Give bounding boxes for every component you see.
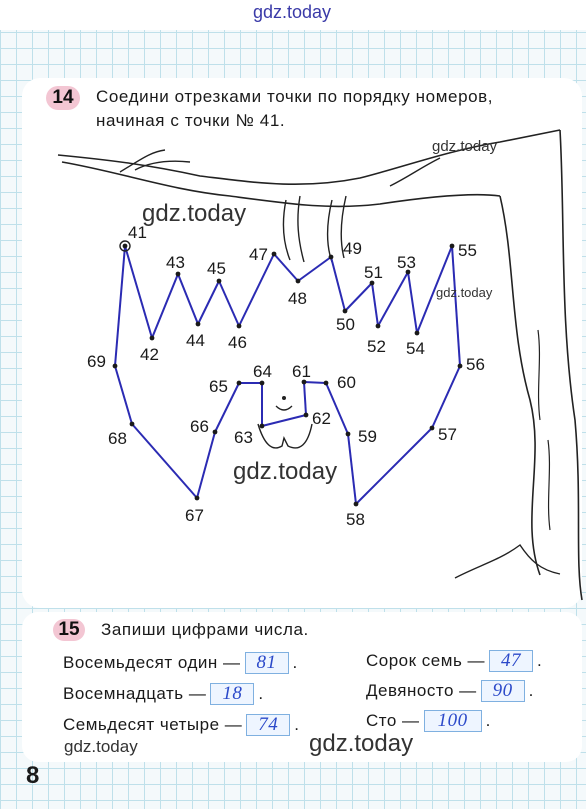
watermark-6: gdz.today [309,730,414,757]
item-text: Девяносто — [366,681,477,700]
dot-number-label: 62 [312,409,331,428]
answer-row-5 [366,680,534,702]
dot-number-label: 68 [108,429,127,448]
answer-row-6 [366,710,491,732]
connect-line [408,272,417,333]
connect-line [348,434,356,504]
bat-eye [282,396,286,400]
dot-number-label: 44 [186,331,205,350]
connect-line [152,274,178,338]
connect-line [452,246,460,366]
watermark-top: gdz.today [253,2,332,22]
trunk-left-edge [500,196,540,575]
dot [343,309,348,314]
answer-row-2 [63,683,264,705]
dot [213,430,218,435]
connect-line [432,366,460,428]
connect-line [274,254,298,281]
dot-number-label: 58 [346,510,365,529]
page-number: 8 [26,762,40,789]
connect-line [262,415,306,426]
dot-number-label: 64 [253,362,272,381]
answer-field[interactable]: 74 [246,714,290,736]
dot-number-label: 49 [343,239,362,258]
item-text: Восемьдесят один — [63,653,241,672]
bark-1 [538,330,540,420]
watermark-5: gdz.today [64,737,138,756]
dot-number-label: 59 [358,427,377,446]
dot [415,331,420,336]
dot-number-label: 69 [87,352,106,371]
dot-number-label: 48 [288,289,307,308]
dot-number-label: 67 [185,506,204,525]
connect-line [304,382,326,383]
trunk-root [455,545,560,578]
task14-line1: Соедини отрезками точки по порядку номеров, [96,87,494,106]
item-text: Сто — [366,711,420,730]
dot [196,322,201,327]
item-end: . [528,681,534,700]
item-text: Сорок семь — [366,651,486,670]
dot-number-label: 42 [140,345,159,364]
dot-number-label: 50 [336,315,355,334]
dot [304,413,309,418]
task15-number: 15 [53,619,85,641]
watermark-4: gdz.today [233,458,338,485]
connect-line [198,281,219,324]
dot [260,381,265,386]
answer-field[interactable]: 100 [424,710,482,732]
task14-line2: начиная с точки № 41. [96,111,286,130]
dot-number-label: 57 [438,425,457,444]
item-end: . [485,711,491,730]
item-text: Восемнадцать — [63,684,207,703]
dot [272,252,277,257]
connect-line [115,246,125,366]
item-end: . [294,715,300,734]
dot-number-label: 53 [397,253,416,272]
connect-line [197,432,215,498]
watermark-1: gdz.today [432,138,498,155]
dot [150,336,155,341]
item-text: Семьдесят четыре — [63,715,243,734]
dot-number-label: 61 [292,362,311,381]
dot [260,424,265,429]
trunk-right-edge [560,130,582,600]
dot-number-label: 52 [367,337,386,356]
connect-line [132,424,197,498]
dot [376,324,381,329]
answer-row-3 [63,714,299,736]
dot [176,272,181,277]
task14-number: 14 [46,86,80,110]
dot-number-label: 60 [337,373,356,392]
bat-foot-right [328,200,333,262]
dot [217,279,222,284]
dot [195,496,200,501]
connect-line [219,281,239,326]
watermark-2: gdz.today [142,200,247,227]
connect-line [372,283,378,326]
connect-line [125,246,152,338]
connect-line [331,257,345,311]
dot [237,324,242,329]
answer-field[interactable]: 90 [481,680,525,702]
dot-number-label: 45 [207,259,226,278]
dot-number-label: 55 [458,241,477,260]
bat-nose [276,406,292,410]
bat-face-mouth [258,424,312,448]
connect-line [304,382,306,415]
dot [296,279,301,284]
dot-number-label: 63 [234,428,253,447]
dot [130,422,135,427]
dot [346,432,351,437]
answer-field[interactable]: 81 [245,652,289,674]
connect-line [115,366,132,424]
item-end: . [537,651,543,670]
dot [237,381,242,386]
dot-number-label: 46 [228,333,247,352]
dot-number-label: 51 [364,263,383,282]
dot [324,381,329,386]
dot [354,502,359,507]
dot-number-label: 65 [209,377,228,396]
watermark-3: gdz.today [436,285,493,300]
dot-number-label: 41 [128,223,147,242]
dot [430,426,435,431]
connect-line [239,254,274,326]
dot [458,364,463,369]
connect-line [178,274,198,324]
dot-number-label: 66 [190,417,209,436]
item-end: . [258,684,264,703]
connect-line [345,283,372,311]
bark-2 [548,440,550,530]
bat-foot-left [283,200,290,260]
dot [329,255,334,260]
dot-number-label: 56 [466,355,485,374]
dot [123,244,128,249]
dot [113,364,118,369]
task15-instruction: Запиши цифрами числа. [101,620,309,639]
answer-row-4 [366,650,542,672]
answer-field[interactable]: 47 [489,650,533,672]
answer-row-1 [63,652,298,674]
dot [450,244,455,249]
dot-number-label: 43 [166,253,185,272]
dot-number-label: 54 [406,339,425,358]
bat-foot-left-inner [298,196,304,262]
item-end: . [292,653,298,672]
answer-field[interactable]: 18 [210,683,254,705]
dot-number-label: 47 [249,245,268,264]
